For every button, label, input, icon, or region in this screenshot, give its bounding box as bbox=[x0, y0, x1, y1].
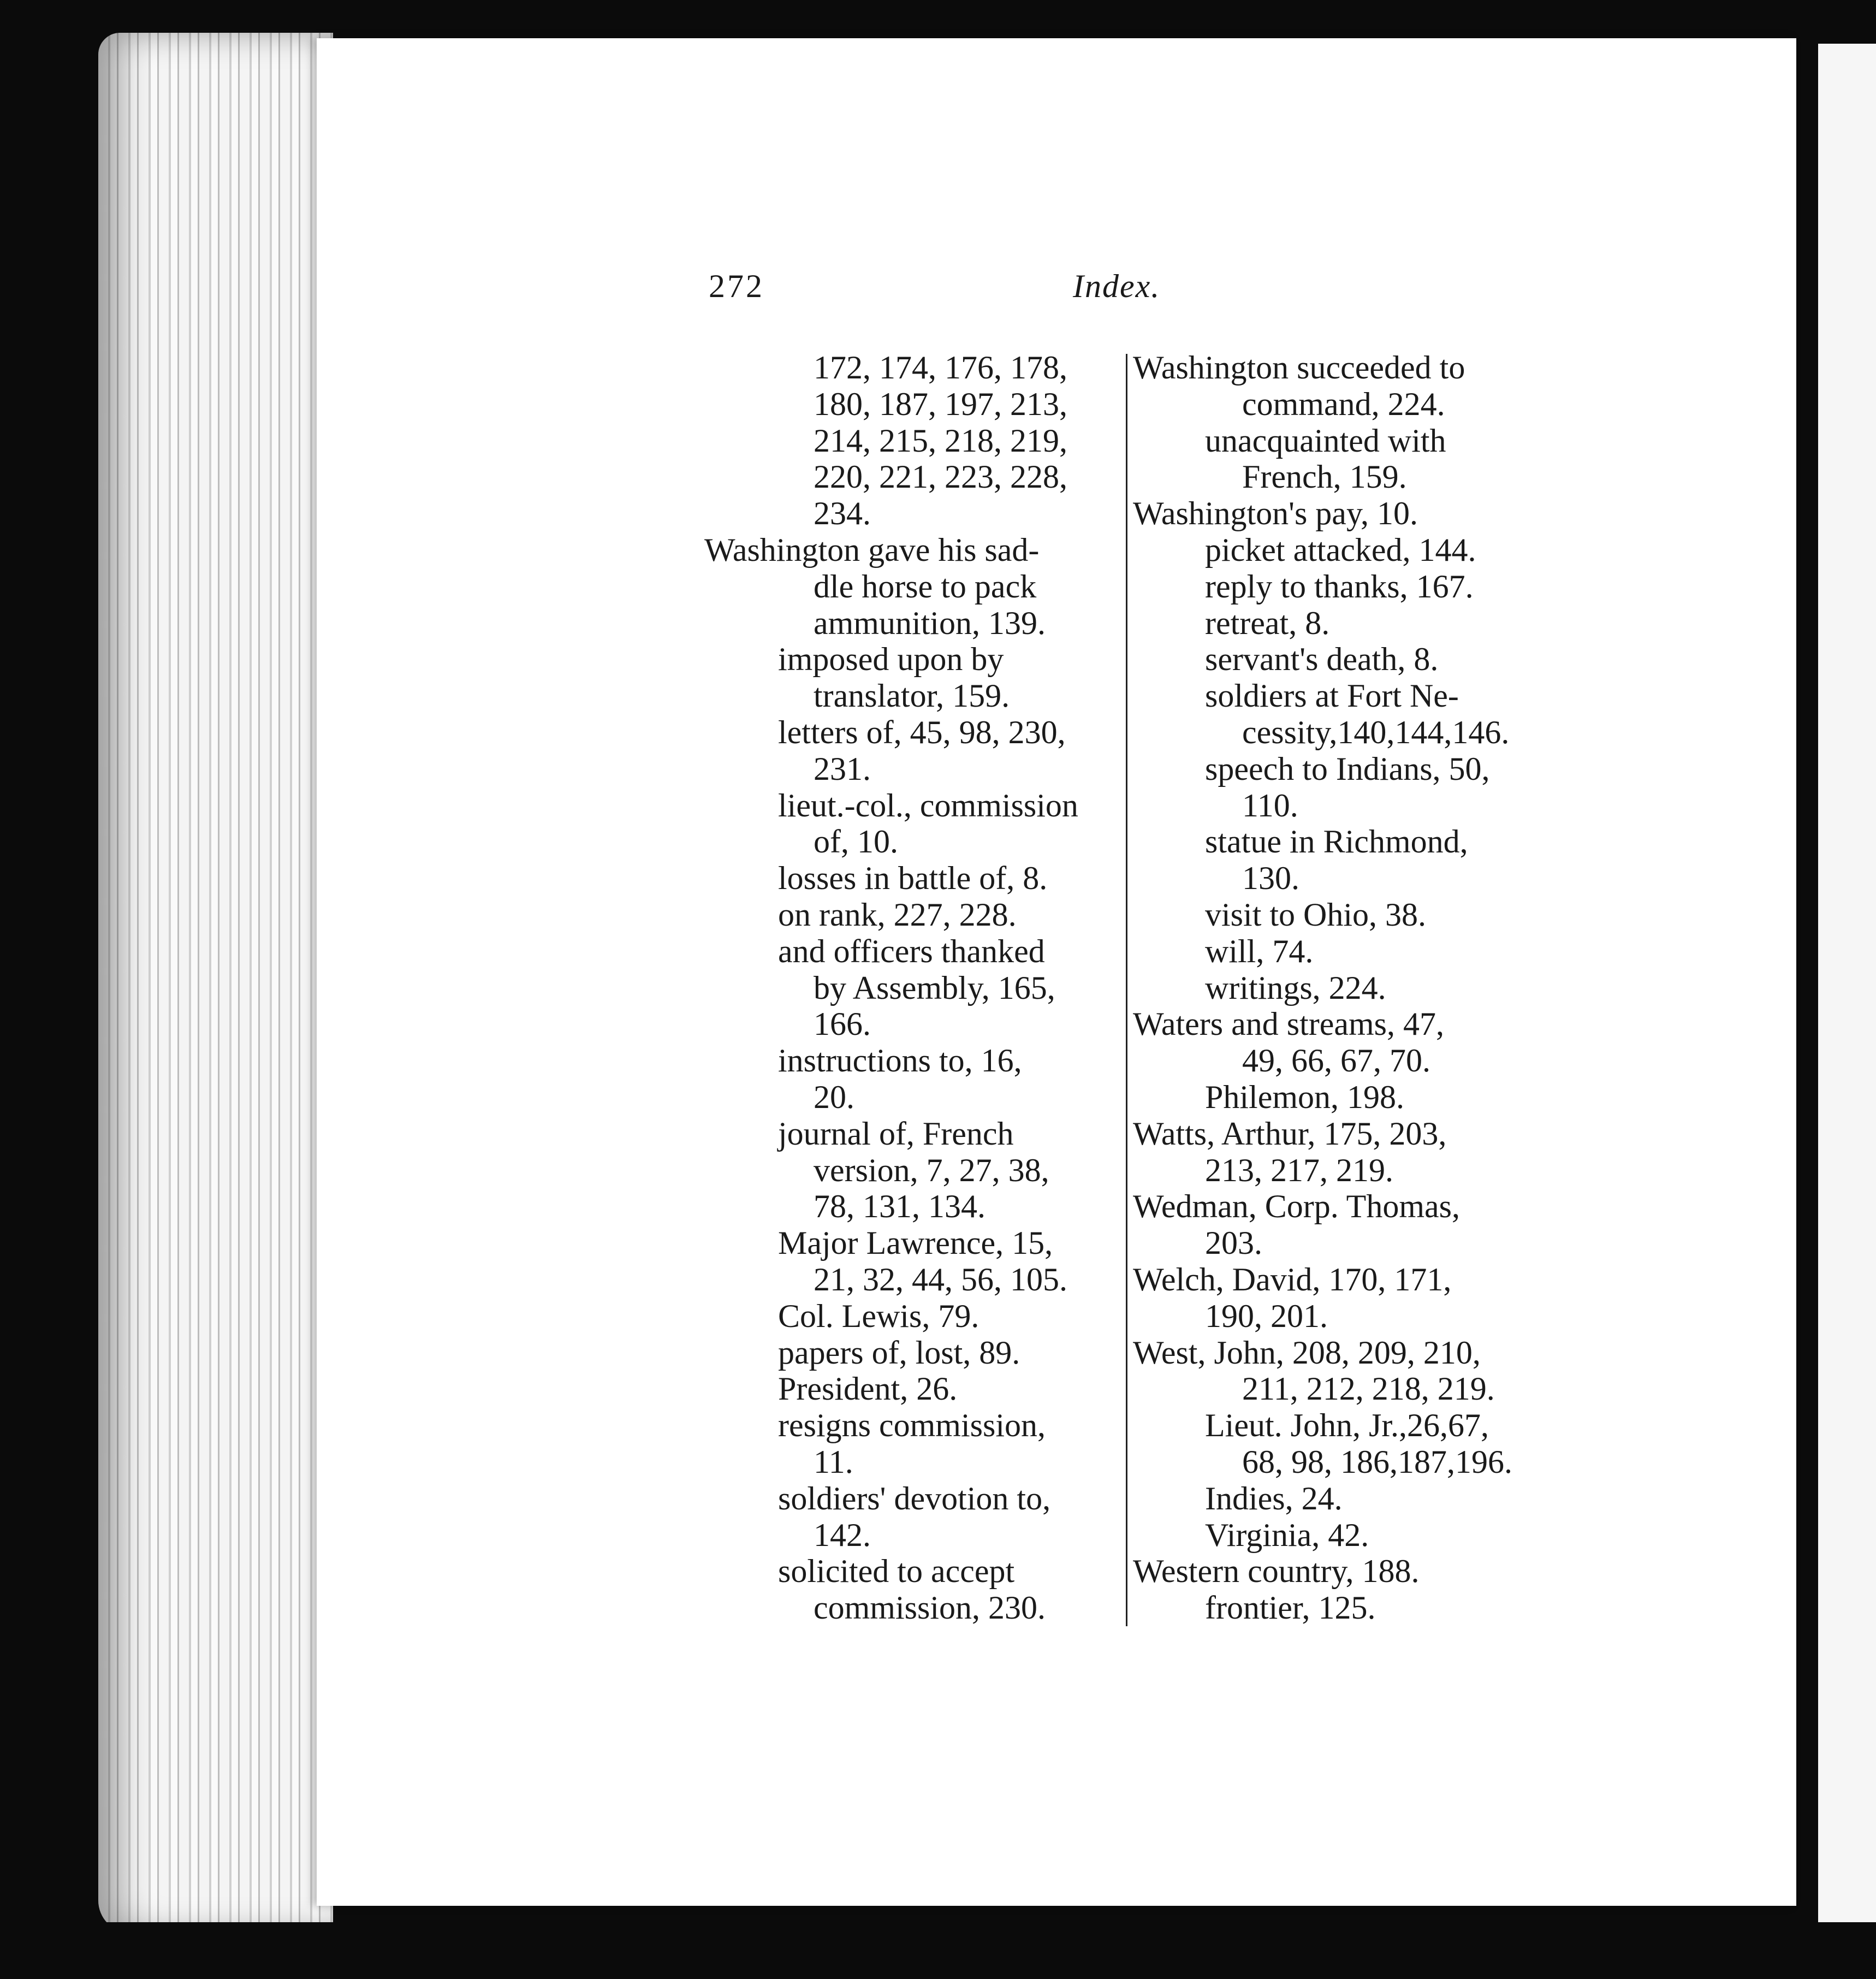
index-entry-line: journal of, French bbox=[778, 1115, 1014, 1152]
scan-background bbox=[0, 1922, 1876, 1979]
index-entry-line: 211, 212, 218, 219. bbox=[1242, 1371, 1495, 1407]
index-entry-line: imposed upon by bbox=[778, 641, 1004, 678]
index-entry-line: papers of, lost, 89. bbox=[778, 1334, 1020, 1371]
index-entry-line: Western country, 188. bbox=[1133, 1553, 1420, 1590]
index-entry-line: servant's death, 8. bbox=[1205, 641, 1439, 678]
index-entry-line: French, 159. bbox=[1242, 459, 1407, 495]
index-entry-line: on rank, 227, 228. bbox=[778, 896, 1017, 933]
index-entry-line: solicited to accept bbox=[778, 1553, 1015, 1590]
index-entry-line: and officers thanked bbox=[778, 933, 1045, 969]
index-entry-line: Lieut. John, Jr.,26,67, bbox=[1205, 1407, 1489, 1444]
index-entry-line: 78, 131, 134. bbox=[814, 1188, 986, 1225]
index-entry-line: 166. bbox=[814, 1006, 871, 1042]
index-entry-line: Waters and streams, 47, bbox=[1133, 1006, 1444, 1042]
index-entry-line: Major Lawrence, 15, bbox=[778, 1225, 1053, 1261]
index-entry-line: Wedman, Corp. Thomas, bbox=[1133, 1188, 1460, 1225]
index-entry-line: soldiers at Fort Ne- bbox=[1205, 678, 1459, 714]
index-entry-line: 214, 215, 218, 219, bbox=[814, 422, 1067, 459]
page-number: 272 bbox=[709, 268, 764, 304]
index-entry-line: writings, 224. bbox=[1205, 969, 1386, 1006]
index-entry-line: Welch, David, 170, 171, bbox=[1133, 1261, 1452, 1297]
index-entry-line: ammunition, 139. bbox=[814, 605, 1046, 641]
index-entry-line: 180, 187, 197, 213, bbox=[814, 386, 1067, 422]
index-entry-line: 231. bbox=[814, 750, 871, 787]
index-entry-line: 213, 217, 219. bbox=[1205, 1152, 1393, 1188]
index-entry-line: resigns commission, bbox=[778, 1407, 1046, 1444]
index-entry-line: 130. bbox=[1242, 860, 1299, 897]
index-entry-line: visit to Ohio, 38. bbox=[1205, 896, 1427, 933]
index-entry-line: instructions to, 16, bbox=[778, 1042, 1022, 1079]
index-entry-line: retreat, 8. bbox=[1205, 605, 1330, 641]
index-entry-line: 234. bbox=[814, 495, 871, 532]
page-stack-edges bbox=[98, 33, 333, 1933]
index-entry-line: by Assembly, 165, bbox=[814, 969, 1055, 1006]
index-entry-line: 110. bbox=[1242, 787, 1298, 823]
index-entry-line: 21, 32, 44, 56, 105. bbox=[814, 1261, 1067, 1297]
index-entry-line: Philemon, 198. bbox=[1205, 1079, 1405, 1115]
index-entry-line: Col. Lewis, 79. bbox=[778, 1297, 979, 1334]
index-entry-line: version, 7, 27, 38, bbox=[814, 1152, 1049, 1188]
index-entry-line: soldiers' devotion to, bbox=[778, 1480, 1051, 1516]
index-entry-line: 220, 221, 223, 228, bbox=[814, 459, 1067, 495]
page-header bbox=[0, 268, 1876, 311]
index-entry-line: Watts, Arthur, 175, 203, bbox=[1133, 1115, 1447, 1152]
index-entry-line: Virginia, 42. bbox=[1205, 1516, 1369, 1553]
index-entry-line: President, 26. bbox=[778, 1371, 958, 1407]
index-entry-line: dle horse to pack bbox=[814, 568, 1037, 605]
index-entry-line: 203. bbox=[1205, 1225, 1262, 1261]
facing-page-edge bbox=[1813, 44, 1876, 1922]
index-entry-line: 68, 98, 186,187,196. bbox=[1242, 1443, 1512, 1480]
index-entry-line: frontier, 125. bbox=[1205, 1590, 1376, 1626]
index-entry-line: commission, 230. bbox=[814, 1590, 1046, 1626]
index-entry-line: unacquainted with bbox=[1205, 422, 1446, 459]
index-entry-line: cessity,140,144,146. bbox=[1242, 714, 1510, 750]
index-entry-line: reply to thanks, 167. bbox=[1205, 568, 1474, 605]
index-column-right bbox=[1133, 349, 1548, 1626]
index-entry-line: lieut.-col., commission bbox=[778, 787, 1078, 823]
index-entry-line: 49, 66, 67, 70. bbox=[1242, 1042, 1430, 1079]
running-title: Index. bbox=[1073, 268, 1161, 304]
index-entry-line: Washington gave his sad- bbox=[704, 531, 1040, 568]
index-column-left bbox=[704, 349, 1114, 1626]
index-entry-line: statue in Richmond, bbox=[1205, 823, 1468, 860]
index-entry-line: will, 74. bbox=[1205, 933, 1314, 969]
index-entry-line: West, John, 208, 209, 210, bbox=[1133, 1334, 1481, 1371]
index-entry-line: speech to Indians, 50, bbox=[1205, 750, 1490, 787]
index-entry-line: letters of, 45, 98, 230, bbox=[778, 714, 1066, 750]
index-entry-line: command, 224. bbox=[1242, 386, 1445, 422]
index-entry-line: Indies, 24. bbox=[1205, 1480, 1343, 1516]
index-entry-line: 172, 174, 176, 178, bbox=[814, 349, 1067, 386]
index-entry-line: 20. bbox=[814, 1079, 854, 1115]
index-entry-line: of, 10. bbox=[814, 823, 898, 860]
index-entry-line: 142. bbox=[814, 1516, 871, 1553]
index-entry-line: 190, 201. bbox=[1205, 1297, 1328, 1334]
index-entry-line: 11. bbox=[814, 1443, 853, 1480]
index-entry-line: picket attacked, 144. bbox=[1205, 531, 1476, 568]
index-entry-line: Washington's pay, 10. bbox=[1133, 495, 1418, 532]
index-entry-line: translator, 159. bbox=[814, 678, 1010, 714]
index-entry-line: losses in battle of, 8. bbox=[778, 860, 1048, 897]
column-rule bbox=[1126, 354, 1127, 1626]
index-entry-line: Washington succeeded to bbox=[1133, 349, 1465, 386]
